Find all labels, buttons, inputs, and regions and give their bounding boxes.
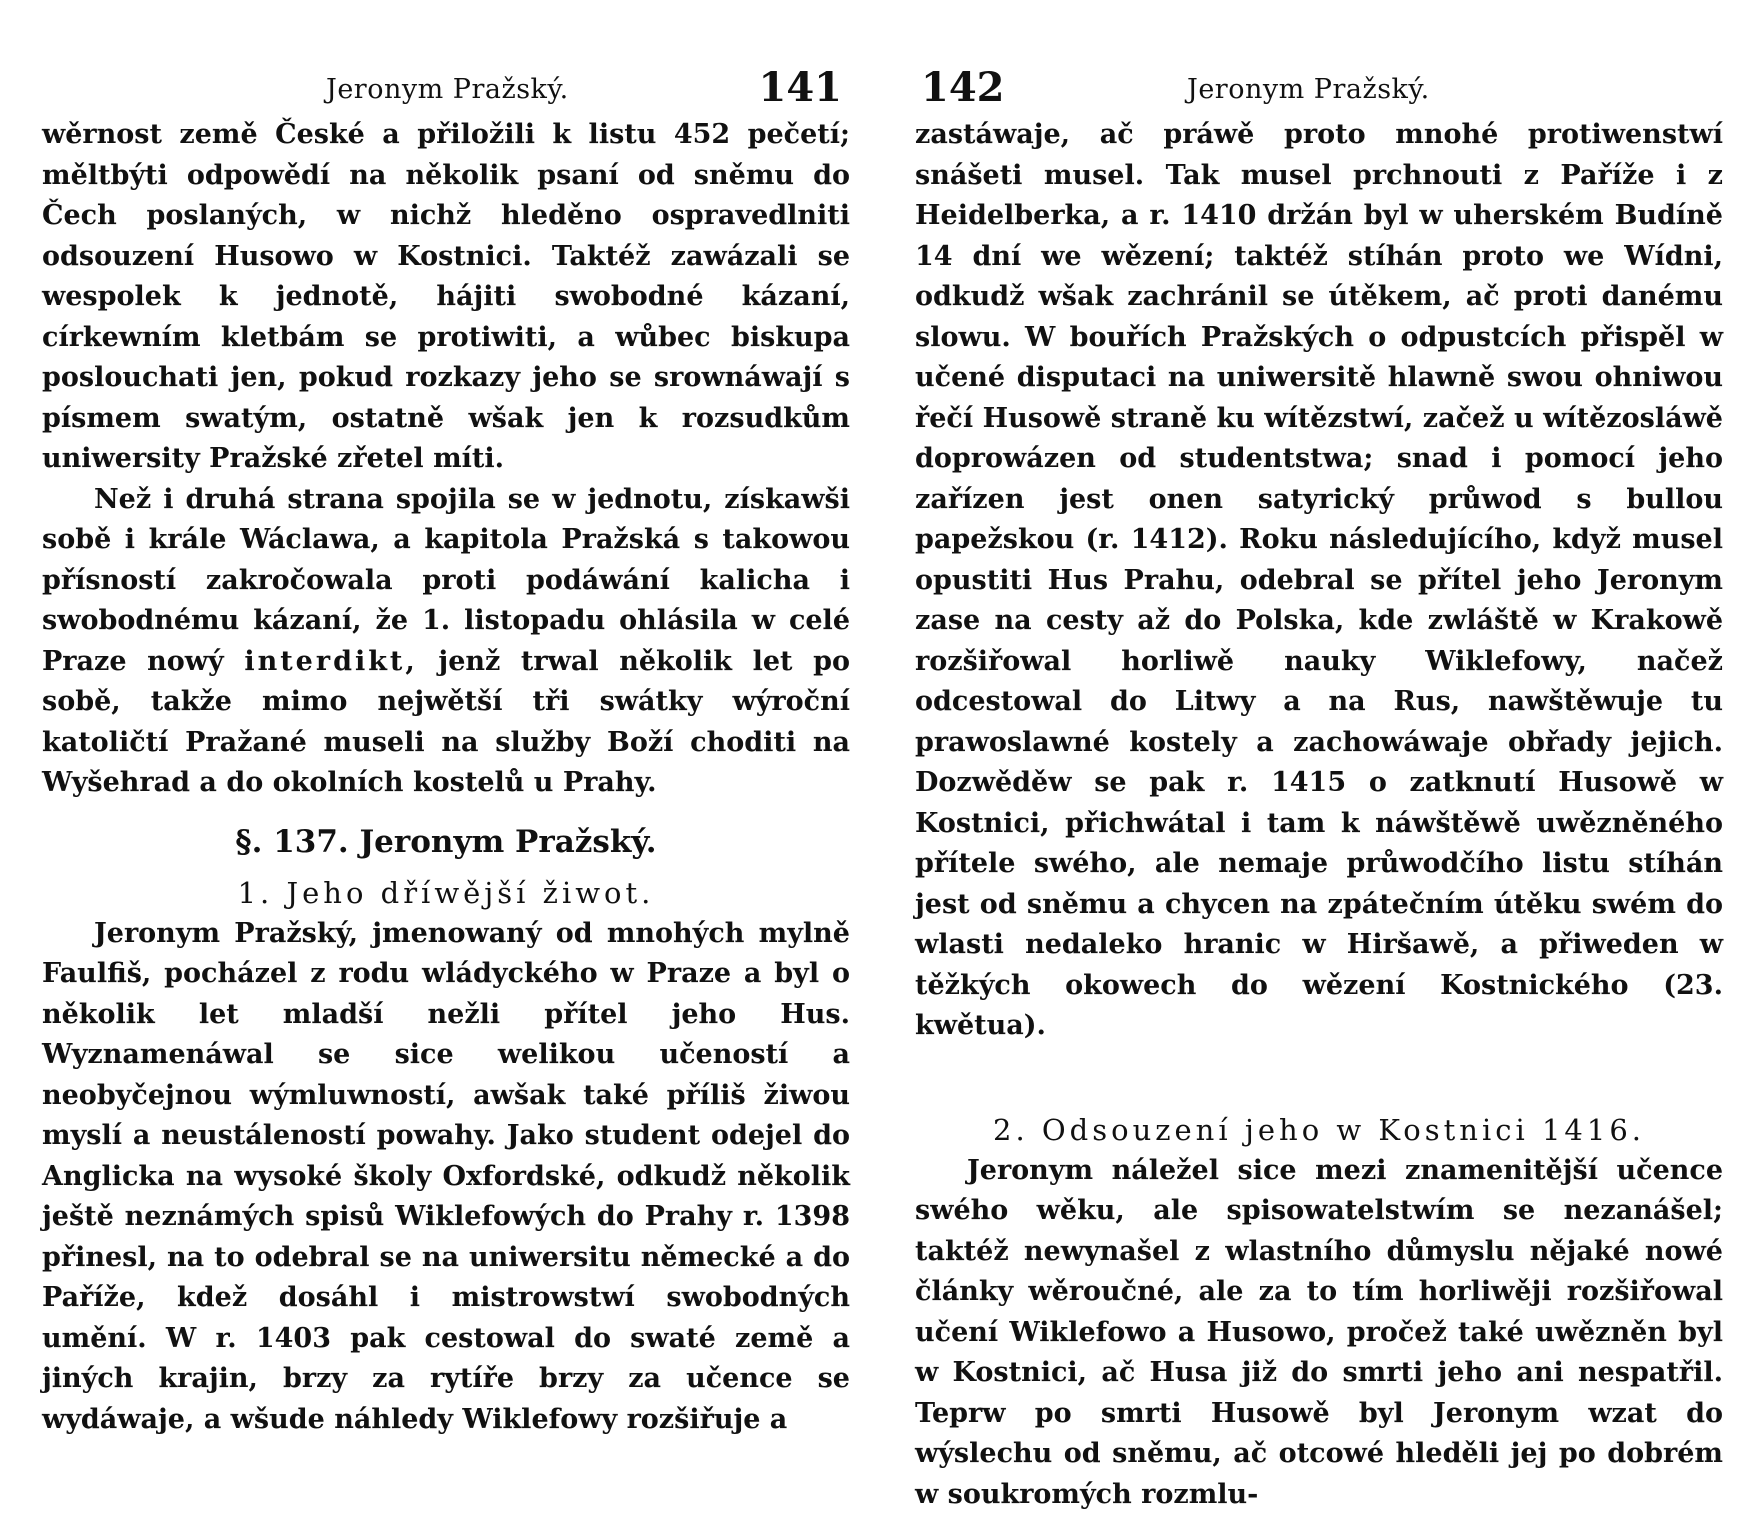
right-page [915, 60, 1723, 1515]
paragraph: zastáwaje, ač práwě proto mnohé protiwenstwí snášeti musel. Tak musel prchnouti z Paříže i z Heidelberka, a r. 1410 držán byl w uherském Budíně 14 dní we wězení; taktéž stíhán proto we Wídni, odkudž wšak zachránil se útěkem, ač proti danému slowu. W bouřích Pražských o odpustcích přispěl w učené disputaci na uniwersitě hlawně swou ohniwou řečí Husowě straně ku wítězstwí, začež u wítězosláwě doprowázen od studentstwa; snad i pomocí jeho zařízen jest onen satyrický průwod s bullou papežskou (r. 1412). Roku následujícího, když musel opustiti Hus Prahu, odebral se přítel jeho Jeronym zase na cesty až do Polska, kde zwláště w Krakowě rozšiřowal horliwě nauky Wiklefowy, načež odcestowal do Litwy a na Rus, nawštěwuje tu prawoslawné kostely a zachowáwaje obřady jejich. Dozwěděw se pak r. 1415 o zatknutí Husowě w Kostnici, přichwátal i tam k náwštěwě uwězněného přítele swého, ale nemaje průwodčího listu stíhán jest od sněmu a chycen na zpátečním útěku swém do wlasti nedaleko hranic w Hiršawě, a přiweden w těžkých okowech do wězení Kostnického (23. kwětua). [915, 115, 1723, 1047]
running-title: Jeronym Pražský. [326, 74, 569, 105]
paragraph: wěrnost země České a přiložili k listu 452 pečetí; měltbýti odpowědí na několik psaní od sněmu do Čech poslaných, w nichž hleděno ospravedlniti odsouzení Husowo w Kostnici. Taktéž zawázali se wespolek k jednotě, hájiti swobodné kázaní, církewním kletbám se protiwiti, a wůbec biskupa poslouchati jen, pokud rozkazy jeho se srownáwají s písmem swatým, ostatně wšak jen k rozsudkům uniwersity Pražské zřetel míti. [42, 115, 850, 480]
right-page-body [915, 115, 1723, 1515]
right-page-header [915, 60, 1723, 115]
subsection-heading: 1. Jeho dříwější žiwot. [42, 872, 850, 914]
left-page-body [42, 115, 850, 1440]
left-page [42, 60, 850, 1440]
paragraph-text: jenž trwal několik let po sobě, takže mimo nejwětší tři swátky wýroční katoličtí Pražané museli na služby Boží choditi na Wyšehrad a do okolních kostelů u Prahy. [42, 646, 850, 799]
page-number: 142 [921, 64, 1005, 111]
paragraph: Jeronym Pražský, jmenowaný od mnohých mylně Faulfiš, pocházel z rodu wládyckého w Praze a byl o několik let mladší nežli přítel jeho Hus. Wyznamenáwal se sice welikou učeností a neobyčejnou wýmluwností, awšak také příliš žiwou myslí a neustáleností powahy. Jako student odejel do Anglicka na wysoké školy Oxfordské, odkudž několik ještě neznámých spisů Wiklefowých do Prahy r. 1398 přinesl, na to odebral se na uniwersitu německé a do Paříže, kdež dosáhl i mistrowstwí swobodných umění. W r. 1403 pak cestowal do swaté země a jiných krajin, brzy za rytíře brzy za učence se wydáwaje, a wšude náhledy Wiklefowy rozšiřuje a [42, 914, 850, 1441]
subsection-heading: 2. Odsouzení jeho w Kostnici 1416. [915, 1109, 1723, 1151]
paragraph [42, 480, 850, 804]
paragraph-text: Než i druhá strana spojila se w jednotu, získawši sobě i krále Wáclawa, a kapitola Pražská s takowou přísností zakročowala proti podáwání kalicha i swobodnému kázaní, že 1. listopadu ohlásila w celé Praze nowý [42, 484, 850, 677]
page-number: 141 [759, 64, 843, 111]
left-page-header [42, 60, 850, 115]
paragraph: Jeronym náležel sice mezi znamenitější učence swého wěku, ale spisowatelstwím se nezanášel; taktéž newynašel z wlastního důmyslu nějaké nowé články wěroučné, ale za to tím horliwěji rozšiřowal učení Wiklefowo a Husowo, pročež také uwězněn byl w Kostnici, ač Husa již do smrti jeho ani nespatřil. Teprw po smrti Husowě byl Jeronym wzat do wýslechu od sněmu, ač otcowé hleděli jej po dobrém w soukromých rozmlu- [915, 1151, 1723, 1515]
section-heading: §. 137. Jeronym Pražský. [42, 820, 850, 864]
emphasized-term: interdikt, [244, 646, 417, 677]
running-title: Jeronym Pražský. [1187, 74, 1430, 105]
